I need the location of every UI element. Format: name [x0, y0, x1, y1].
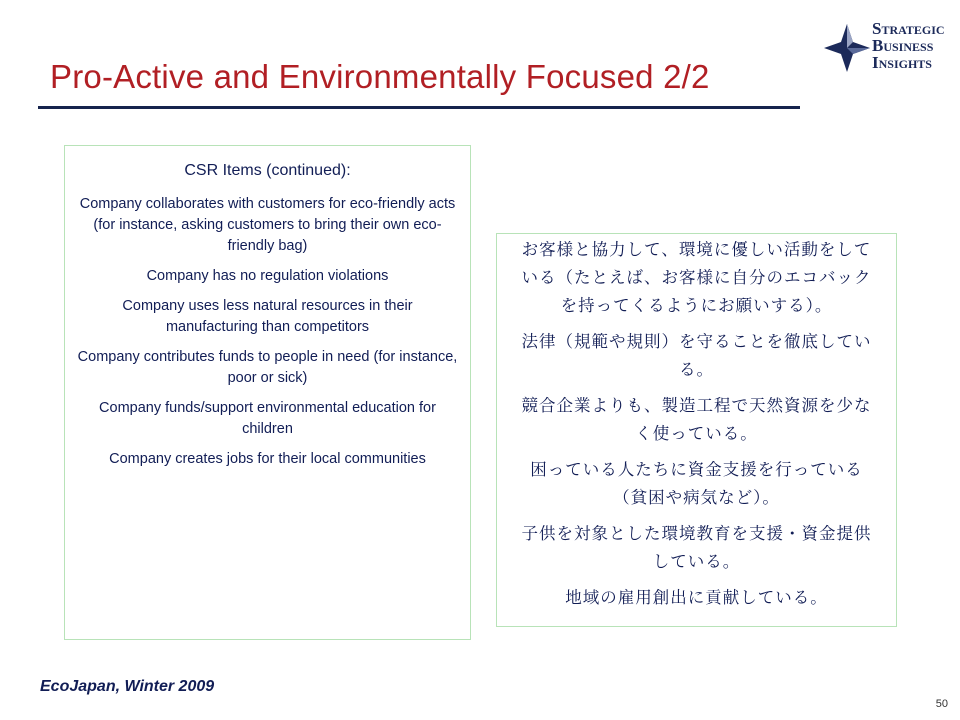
csr-item-jp: 競合企業よりも、製造工程で天然資源を少なく使っている。: [521, 396, 872, 443]
source-citation: EcoJapan, Winter 2009: [40, 678, 215, 695]
csr-item-jp: 法律（規範や規則）を守ることを徹底している。: [521, 332, 872, 379]
csr-item-jp: お客様と協力して、環境に優しい活動をしている（たとえば、お客様に自分のエコバックを持ってくるようにお願いする）。: [521, 240, 872, 315]
japanese-csr-box: [496, 233, 897, 627]
slide-title: Pro-Active and Environmentally Focused 2/2: [50, 58, 710, 95]
csr-item-en: Company collaborates with customers for eco-friendly acts (for instance, asking customers to bring their own eco-friendly bag): [79, 196, 456, 254]
english-csr-box: [64, 145, 471, 640]
logo-line: Strategic: [872, 19, 945, 38]
four-point-star-icon: [822, 22, 872, 74]
company-logo: [822, 16, 952, 78]
csr-item-en: Company creates jobs for their local communities: [109, 451, 426, 467]
logo-line: Business: [872, 36, 934, 55]
title-underline: [38, 106, 800, 109]
logo-line: Insights: [872, 53, 932, 72]
csr-item-jp: 困っている人たちに資金支援を行っている（貧困や病気など）。: [530, 460, 863, 507]
logo-wordmark: [872, 20, 945, 71]
csr-item-en: Company has no regulation violations: [146, 268, 389, 284]
page-number: 50: [935, 698, 948, 710]
csr-item-en: Company uses less natural resources in their manufacturing than competitors: [122, 298, 413, 335]
csr-heading: CSR Items (continued):: [184, 162, 351, 179]
csr-item-en: Company contributes funds to people in need (for instance, poor or sick): [77, 349, 458, 386]
csr-item-en: Company funds/support environmental education for children: [99, 400, 436, 437]
csr-item-jp: 子供を対象とした環境教育を支援・資金提供している。: [521, 524, 872, 571]
csr-item-jp: 地域の雇用創出に貢献している。: [565, 588, 828, 607]
